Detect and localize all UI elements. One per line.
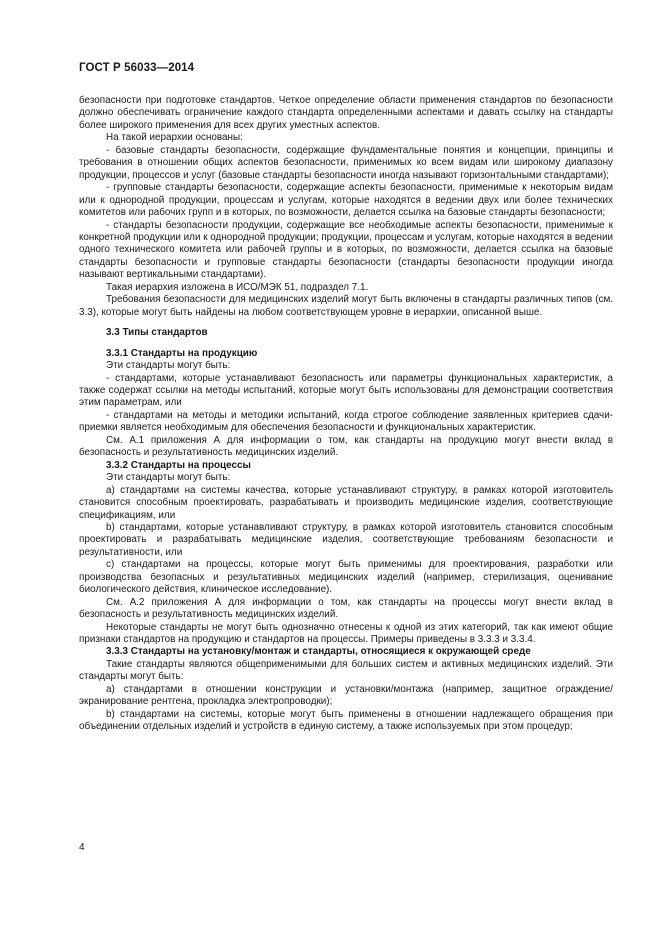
list-item: a) стандартами на системы качества, которые устанавливают структуру, в рамках которой изготовитель становится способным проектировать, разрабатывать и производить медицинские изделия, соответствующие спецификациям, или	[79, 484, 613, 521]
document-body	[79, 95, 613, 734]
list-item: - групповые стандарты безопасности, содержащие аспекты безопасности, применимые к некоторым видам или к однородной продукции, процессам и услугам, которые находятся в ведении двух или более технических комитетов или рабочих групп и в которых, по возможности, делается ссылка на базовые стандарты безопасности;	[79, 182, 613, 219]
document-header: ГОСТ Р 56033—2014	[79, 62, 195, 74]
paragraph: безопасности при подготовке стандартов. Четкое определение области применения стандартов по безопасности должно обеспечивать ограничение каждого стандарта определенными аспектами и давать ссылку на стандарты более широкого применения для всех других уместных аспектов.	[79, 95, 613, 131]
subsection-heading-3-3-3: 3.3.3 Стандарты на установку/монтаж и стандарты, относящиеся к окружающей среде	[106, 646, 531, 658]
paragraph: См. А.2 приложения А для информации о том, как стандарты на процессы могут внести вклад в безопасность и результативность медицинских изделий.	[79, 596, 613, 621]
subsection-heading-3-3-1: 3.3.1 Стандарты на продукцию	[106, 347, 258, 359]
list-item: b) стандартами на системы, которые могут быть применены в отношении надлежащего обращения при объединении отдельных изделий и устройств в единую систему, а также используемых при этом процедур;	[79, 708, 613, 733]
list-item: - стандартами, которые устанавливают безопасность или параметры функциональных характеристик, а также содержат ссылки на методы испытаний, которые могут быть использованы для демонстрации соответствия этим параметрам, или	[79, 372, 613, 409]
paragraph: Эти стандарты могут быть:	[106, 472, 231, 484]
list-item: c) стандартами на процессы, которые могут быть применимы для проектирования, разработки или производства безопасных и результативных медицинских изделий (например, стерилизация, оценивание биологического действия, клиническое исследование).	[79, 559, 613, 596]
list-item: - стандарты безопасности продукции, содержащие все необходимые аспекты безопасности, применимые к конкретной продукции или к однородной продукции; продукции, процессам и услугам, которые находятся в ведении одного технического комитета или рабочей группы и в которых, по возможности, делается ссылка на базовые стандарты безопасности и групповые стандарты безопасности (стандарты безопасности продукции иногда называют вертикальными стандартами).	[79, 219, 613, 281]
subsection-heading-3-3-2: 3.3.2 Стандарты на процессы	[106, 459, 251, 471]
paragraph: Эти стандарты могут быть:	[106, 360, 231, 372]
paragraph: На такой иерархии основаны:	[106, 132, 243, 144]
paragraph: Такая иерархия изложена в ИСО/МЭК 51, подраздел 7.1.	[106, 281, 369, 293]
section-heading-3-3: 3.3 Типы стандартов	[106, 327, 208, 339]
list-item: - стандартами на методы и методики испытаний, когда строгое соблюдение заявленных критериев сдачи-приемки является необходимым для обеспечения безопасности и функциональных характеристик.	[79, 409, 613, 434]
paragraph: Такие стандарты являются общеприменимыми для больших систем и активных медицинских изделий. Эти стандарты могут быть:	[79, 658, 613, 683]
list-item: b) стандартами, которые устанавливают структуру, в рамках которой изготовитель становится способным проектировать и разрабатывать медицинские изделия, соответствующие требованиям безопасности и результативности, или	[79, 521, 613, 558]
list-item: - базовые стандарты безопасности, содержащие фундаментальные понятия и концепции, принципы и требования в отношении общих аспектов безопасности, применимых ко всем видам или широкому диапазону продукции, процессов и услуг (базовые стандарты безопасности иногда называют горизонтальными стандартами);	[79, 144, 613, 181]
page-number: 4	[79, 842, 85, 853]
paragraph: См. А.1 приложения А для информации о том, как стандарты на продукцию могут внести вклад в безопасность и результативность медицинских изделий.	[79, 434, 613, 459]
paragraph: Некоторые стандарты не могут быть однозначно отнесены к одной из этих категорий, так как имеют общие признаки стандартов на продукцию и стандартов на процессы. Примеры приведены в 3.3.3 и 3.3.4.	[79, 621, 613, 646]
paragraph: Требования безопасности для медицинских изделий могут быть включены в стандарты различных типов (см. 3.3), которые могут быть найдены на любом соответствующем уровне в иерархии, описанной выше.	[79, 294, 613, 318]
list-item: a) стандартами в отношении конструкции и установки/монтажа (например, защитное ограждение/экранирование рентгена, прокладка электропроводки);	[79, 683, 613, 708]
